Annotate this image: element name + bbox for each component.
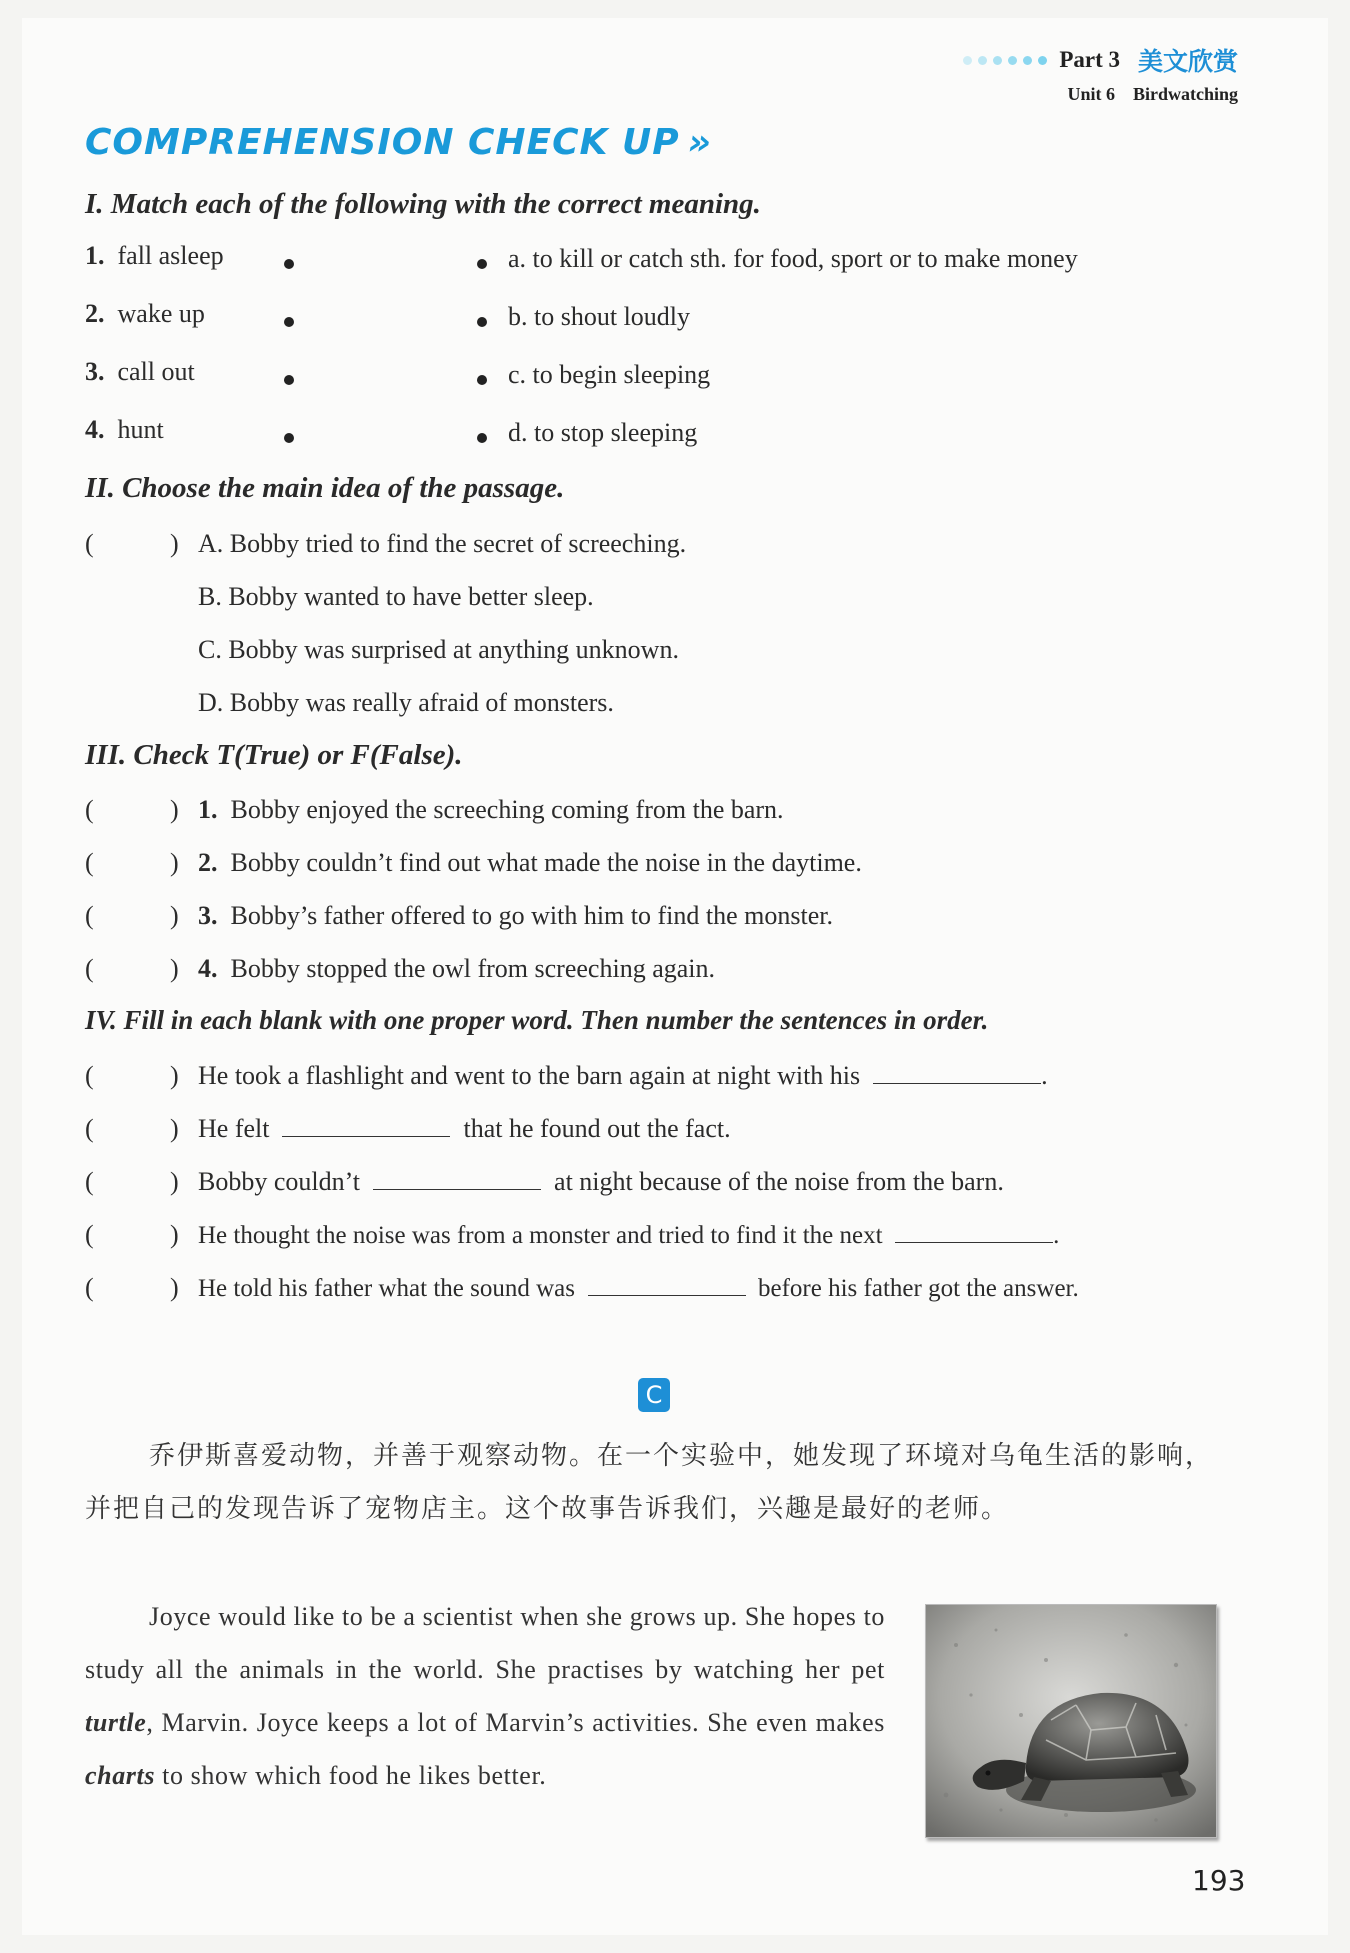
option-c: C. Bobby was surprised at anything unknown. [198, 635, 679, 664]
match-dot-left[interactable] [284, 375, 294, 385]
turtle-illustration-icon [926, 1605, 1216, 1837]
option-d: D. Bobby was really afraid of monsters. [198, 688, 614, 717]
part-title-cn: 美文欣赏 [1137, 47, 1238, 76]
item-number: 2. [85, 299, 105, 328]
fill-blank[interactable] [282, 1114, 450, 1137]
answer-paren-close: ) [170, 954, 179, 983]
keyword-charts: charts [85, 1761, 156, 1790]
section-c-badge: C [638, 1378, 670, 1412]
item-number: 1. [85, 241, 105, 270]
fill-blank[interactable] [873, 1061, 1041, 1084]
comprehension-title [85, 122, 712, 163]
answer-paren-open[interactable]: ( [85, 848, 94, 877]
sentence-end: . [1041, 1061, 1048, 1090]
answer-paren-open[interactable]: ( [85, 954, 94, 983]
item-text: call out [117, 357, 195, 386]
match-right-item: b. to shout loudly [508, 302, 691, 331]
sentence-text: Bobby couldn’t [198, 1167, 361, 1196]
sentence-text: He took a flashlight and went to the barn again at night with his [198, 1061, 861, 1090]
answer-paren-open[interactable]: ( [85, 1273, 94, 1302]
match-right-item: c. to begin sleeping [508, 360, 711, 389]
turtle-photo [925, 1604, 1217, 1838]
match-dot-right[interactable] [477, 375, 487, 385]
answer-paren-open[interactable]: ( [85, 1220, 94, 1249]
sentence-end: at night because of the noise from the barn. [554, 1167, 1004, 1196]
option-b: B. Bobby wanted to have better sleep. [198, 582, 594, 611]
reading-passage [85, 1590, 885, 1802]
passage-text: to show which food he likes better. [155, 1761, 547, 1790]
comprehension-title-text: COMPREHENSION CHECK UP [85, 122, 680, 163]
passage-text: Joyce would like to be a scientist when she grows up. She hopes to study all the animals in the world. She practises by watching her pet [85, 1602, 885, 1684]
tf-item [198, 795, 784, 825]
sentence-text: He told his father what the sound was [198, 1275, 576, 1302]
answer-paren-open[interactable]: ( [85, 901, 94, 930]
tf-item [198, 848, 862, 878]
sentence-end: . [1053, 1222, 1060, 1249]
page-number: 193 [1192, 1864, 1246, 1897]
answer-paren-close: ) [170, 529, 179, 558]
fill-blank[interactable] [373, 1167, 541, 1190]
match-left-item [85, 299, 205, 329]
item-number: 1. [198, 795, 218, 824]
sentence-text: He felt [198, 1114, 270, 1143]
match-left-item [85, 241, 224, 271]
tf-item [198, 901, 833, 931]
sentence-end: that he found out the fact. [463, 1114, 731, 1143]
match-dot-left[interactable] [284, 317, 294, 327]
unit-title: Birdwatching [1132, 84, 1238, 104]
answer-paren-open[interactable]: ( [85, 529, 94, 558]
item-number: 4. [198, 954, 218, 983]
part-label: Part 3 [1059, 47, 1120, 72]
answer-paren-close: ) [170, 1114, 179, 1143]
item-number: 3. [198, 901, 218, 930]
item-text: hunt [117, 415, 164, 444]
match-dot-left[interactable] [284, 259, 294, 269]
answer-paren-open[interactable]: ( [85, 1114, 94, 1143]
fill-blank[interactable] [588, 1273, 746, 1296]
item-text: Bobby’s father offered to go with him to find the monster. [230, 901, 833, 930]
answer-paren-open[interactable]: ( [85, 1167, 94, 1196]
answer-paren-close: ) [170, 795, 179, 824]
keyword-turtle: turtle [85, 1708, 147, 1737]
sentence-text: He thought the noise was from a monster and tried to find it the next [198, 1222, 883, 1249]
item-number: 4. [85, 415, 105, 444]
match-dot-right[interactable] [477, 317, 487, 327]
match-dot-right[interactable] [477, 433, 487, 443]
decorative-dots-icon [963, 56, 1047, 65]
item-text: Bobby enjoyed the screeching coming from the barn. [230, 795, 784, 824]
answer-paren-close: ) [170, 1061, 179, 1090]
section-3-title: III. Check T(True) or F(False). [85, 739, 463, 771]
section-4-title: IV. Fill in each blank with one proper word. Then number the sentences in order. [85, 1005, 989, 1035]
fill-sentence [198, 1167, 1004, 1197]
match-right-item: a. to kill or catch sth. for food, sport or to make money [508, 244, 1078, 273]
fill-sentence [198, 1061, 1048, 1091]
answer-paren-open[interactable]: ( [85, 795, 94, 824]
answer-paren-close: ) [170, 1273, 179, 1302]
fill-blank[interactable] [895, 1220, 1053, 1243]
item-text: wake up [117, 299, 205, 328]
unit-label: Unit 6 [1067, 84, 1115, 104]
page-header [963, 42, 1238, 105]
match-left-item [85, 357, 195, 387]
match-dot-left[interactable] [284, 433, 294, 443]
match-dot-right[interactable] [477, 259, 487, 269]
answer-paren-close: ) [170, 848, 179, 877]
section-2-title: II. Choose the main idea of the passage. [85, 472, 565, 504]
option-a: A. Bobby tried to find the secret of screeching. [198, 529, 687, 558]
passage-text: , Marvin. Joyce keeps a lot of Marvin’s activities. She even makes [146, 1708, 885, 1737]
section-1-title: I. Match each of the following with the correct meaning. [85, 188, 761, 220]
item-number: 3. [85, 357, 105, 386]
answer-paren-close: ) [170, 901, 179, 930]
match-left-item [85, 415, 164, 445]
answer-paren-close: ) [170, 1167, 179, 1196]
answer-paren-open[interactable]: ( [85, 1061, 94, 1090]
fill-sentence [198, 1220, 1059, 1250]
fill-sentence [198, 1114, 731, 1144]
chinese-intro: 乔伊斯喜爱动物，并善于观察动物。在一个实验中，她发现了环境对乌龟生活的影响，并把自己的发现告诉了宠物店主。这个故事告诉我们，兴趣是最好的老师。 [85, 1441, 1214, 1524]
tf-item [198, 954, 715, 984]
item-text: fall asleep [117, 241, 224, 270]
item-text: Bobby couldn’t find out what made the noise in the daytime. [230, 848, 862, 877]
item-number: 2. [198, 848, 218, 877]
double-chevron-icon: » [687, 122, 712, 163]
sentence-end: before his father got the answer. [758, 1275, 1079, 1302]
item-text: Bobby stopped the owl from screeching again. [230, 954, 715, 983]
match-right-item: d. to stop sleeping [508, 418, 698, 447]
fill-sentence [198, 1273, 1079, 1303]
answer-paren-close: ) [170, 1220, 179, 1249]
